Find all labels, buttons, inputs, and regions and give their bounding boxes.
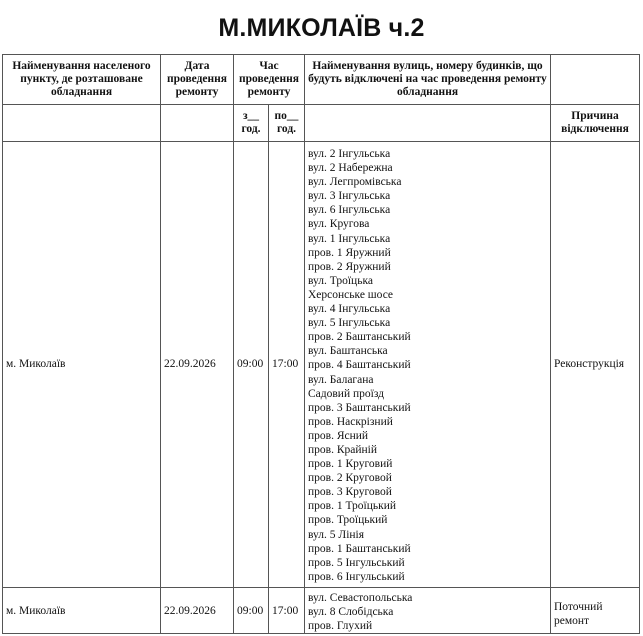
header-reason — [551, 77, 640, 105]
street-item: пров. 1 Баштанський — [308, 542, 411, 555]
time-to-cell: 17:00 — [269, 587, 305, 633]
street-item: пров. 1 Яружний — [308, 246, 391, 259]
street-item: пров. 1 Круговий — [308, 458, 393, 471]
street-item: пров. 5 Інгульський — [308, 556, 405, 569]
street-item: пров. Троїцький — [308, 514, 388, 527]
street-item: пров. Крайній — [308, 443, 378, 456]
street-item: вул. 2 Набережна — [308, 162, 393, 175]
header-streets: Найменування вулиць, номеру будинків, що будуть відключені на час проведення ремонту обладнання — [305, 55, 551, 105]
street-item: пров. 1 Троїцький — [308, 500, 397, 513]
street-item: вул. 6 Інгульська — [308, 204, 391, 217]
reason-cell: Реконструкція — [551, 142, 640, 588]
street-item: Херсонське шосе — [308, 288, 394, 301]
header-reason-label: Причина відключення — [551, 105, 640, 142]
street-item: пров. Наскрізний — [308, 415, 393, 428]
street-item: вул. Балагана — [308, 373, 374, 386]
street-item: пров. Глухий — [308, 620, 373, 633]
header-date-cont — [161, 105, 234, 142]
street-item: вул. Севастопольська — [308, 591, 413, 604]
street-item: вул. 5 Лінія — [308, 528, 365, 541]
time-to-cell: 17:00 — [269, 142, 305, 588]
street-item: вул. Легпромівська — [308, 176, 402, 189]
street-item: вул. 3 Інгульська — [308, 190, 391, 203]
street-item: вул. 2 Інгульська — [308, 148, 391, 160]
time-from-cell: 09:00 — [234, 142, 269, 588]
street-item: пров. Ясний — [308, 429, 369, 442]
street-item: Садовий проїзд — [308, 387, 385, 400]
street-item: пров. 4 Баштанський — [308, 359, 411, 372]
header-time-from: з__ год. — [234, 105, 269, 142]
header-time-to: по__ год. — [269, 105, 305, 142]
reason-cell: Поточний ремонт — [551, 587, 640, 633]
street-item: пров. 3 Баштанський — [308, 401, 411, 414]
header-settlement-cont — [3, 105, 161, 142]
street-item: пров. 6 Інгульський — [308, 570, 405, 583]
settlement-cell: м. Миколаїв — [3, 587, 161, 633]
street-item: пров. 2 Круговой — [308, 472, 392, 485]
header-date: Дата проведення ремонту — [161, 55, 234, 105]
street-item: вул. Кругова — [308, 218, 370, 231]
time-from-cell: 09:00 — [234, 587, 269, 633]
header-streets-cont — [305, 105, 551, 142]
header-time: Час проведення ремонту — [234, 55, 305, 105]
streets-cell — [305, 587, 551, 633]
street-item: пров. 3 Круговой — [308, 486, 392, 499]
date-cell: 22.09.2026 — [161, 142, 234, 588]
header-settlement: Найменування населеного пункту, де розташоване обладнання — [3, 55, 161, 105]
street-item: пров. 2 Баштанський — [308, 331, 411, 344]
streets-cell — [305, 142, 551, 588]
street-item: вул. Баштанська — [308, 345, 388, 358]
street-item: вул. Троїцька — [308, 274, 373, 287]
street-item: вул. 5 Інгульська — [308, 317, 391, 330]
date-cell: 22.09.2026 — [161, 587, 234, 633]
outage-schedule-table — [2, 54, 640, 634]
street-item: вул. 1 Інгульська — [308, 232, 391, 245]
settlement-cell: м. Миколаїв — [3, 142, 161, 588]
street-item: пров. 2 Яружний — [308, 260, 391, 273]
street-item: вул. 8 Слобідська — [308, 606, 394, 618]
street-item: вул. 4 Інгульська — [308, 303, 391, 316]
table-row — [3, 142, 640, 588]
header-reason-top — [551, 55, 640, 77]
page-title: М.МИКОЛАЇВ ч.2 — [218, 14, 425, 42]
table-row — [3, 587, 640, 633]
